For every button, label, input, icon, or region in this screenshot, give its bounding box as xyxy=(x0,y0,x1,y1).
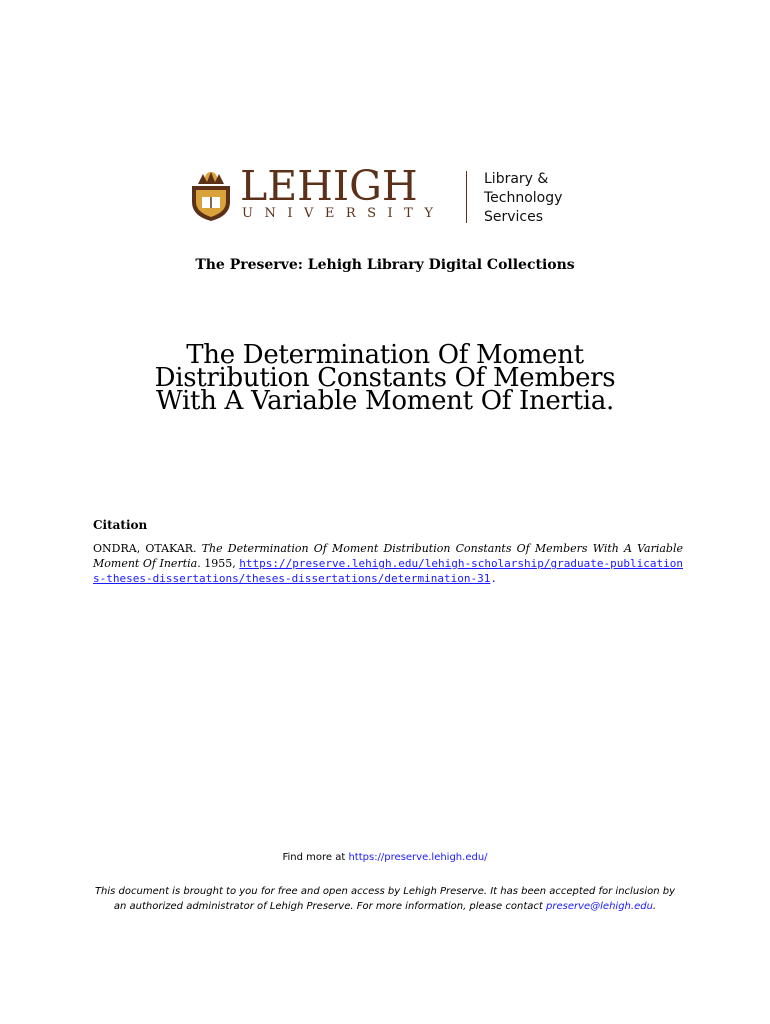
lts-line-3: Services xyxy=(484,209,544,225)
university-subline: UNIVERSITY xyxy=(242,206,445,221)
title-line-1: The Determination Of Moment xyxy=(186,340,584,370)
find-more-link[interactable]: https://preserve.lehigh.edu/ xyxy=(348,852,488,863)
lehigh-logo xyxy=(190,162,590,230)
citation-link[interactable]: https://preserve.lehigh.edu/lehigh-scholarship/graduate-publications-theses-dissertations/theses-dissertations/determination-31 xyxy=(93,557,683,585)
citation-title: The Determination Of Moment Distribution Constants Of Members With A Variable Moment Of Inertia xyxy=(93,542,684,570)
title-line-3: With A Variable Moment Of Inertia. xyxy=(156,386,614,416)
lts-label xyxy=(484,170,562,227)
find-more xyxy=(0,852,770,863)
disclaimer-text: This document is brought to you for free and open access by Lehigh Preserve. It has been accepted for inclusion by an authorized administrator of Lehigh Preserve. For more information, please contact xyxy=(94,886,676,912)
disclaimer-end: . xyxy=(652,901,657,912)
lts-line-2: Technology xyxy=(484,190,563,206)
lts-line-1: Library & xyxy=(484,171,549,187)
citation-end: . xyxy=(490,572,497,585)
title-line-2: Distribution Constants Of Members xyxy=(154,363,616,393)
disclaimer xyxy=(90,884,680,914)
citation-text xyxy=(93,541,683,586)
document-title xyxy=(70,340,700,416)
citation-year: . 1955, xyxy=(197,557,236,570)
logo-divider xyxy=(466,171,467,223)
lehigh-wordmark: LEHIGH xyxy=(240,162,418,210)
collection-heading: The Preserve: Lehigh Library Digital Collections xyxy=(195,257,575,273)
citation-heading: Citation xyxy=(93,518,148,532)
citation-author: ONDRA, OTAKAR. xyxy=(93,542,197,555)
find-more-label: Find more at xyxy=(282,852,346,863)
lehigh-shield-icon xyxy=(190,170,232,222)
contact-email-link[interactable]: preserve@lehigh.edu xyxy=(546,901,653,912)
